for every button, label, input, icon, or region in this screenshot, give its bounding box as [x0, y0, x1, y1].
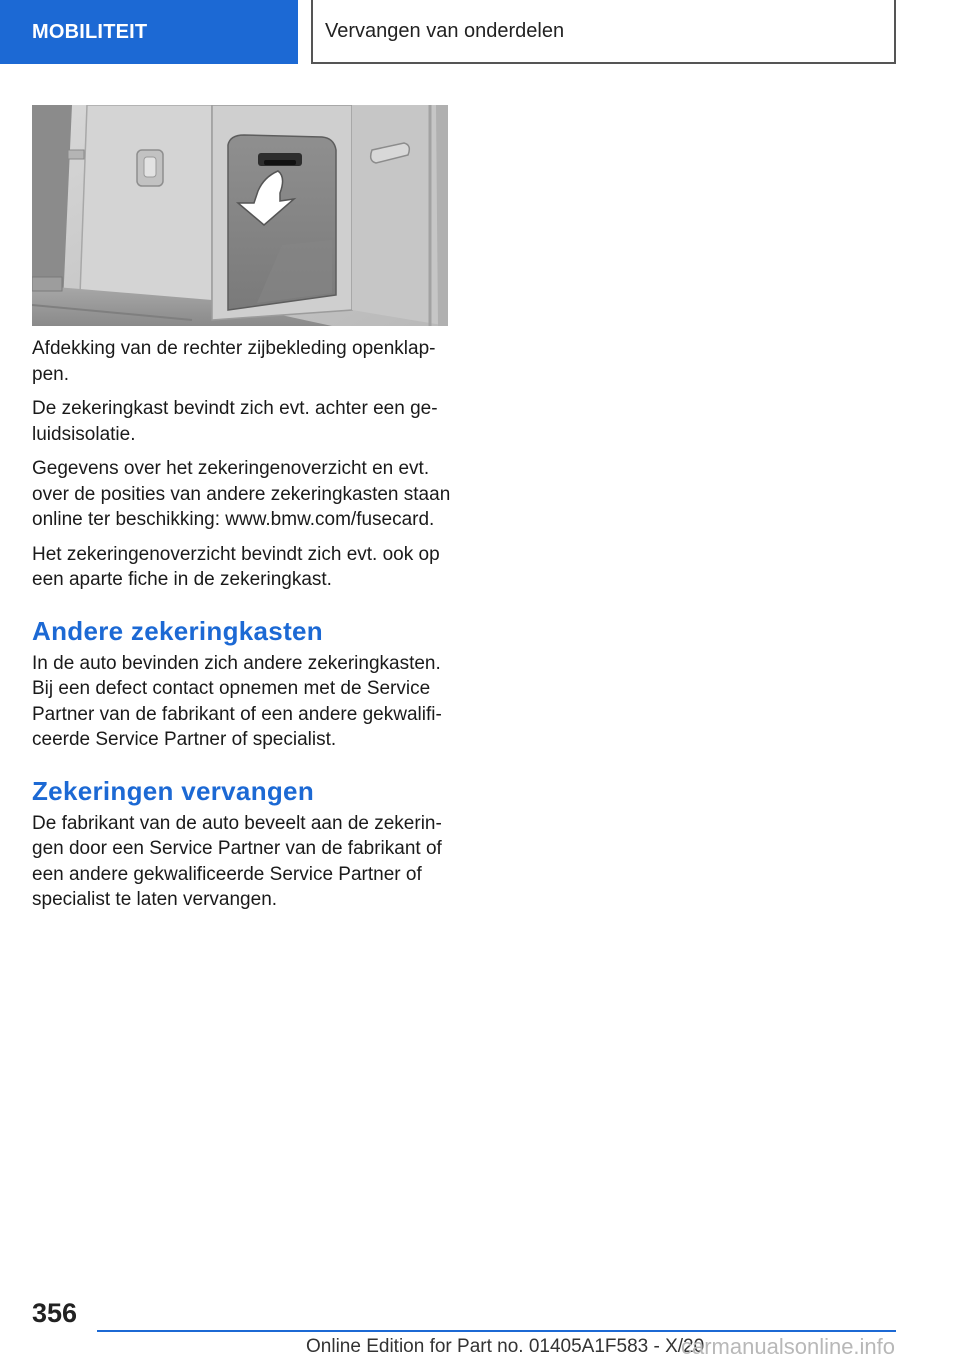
paragraph: De zekeringkast bevindt zich evt. achter een geluidsisolatie.: [32, 398, 438, 445]
heading-other-fuse-boxes: Andere zekeringkasten: [32, 615, 323, 646]
watermark: carmanualsonline.info: [681, 1334, 896, 1359]
main-content: [32, 336, 452, 922]
paragraph: Het zekeringenoverzicht bevindt zich evt. ook op een aparte fiche in de zekeringkast.: [32, 543, 440, 590]
section-header: [311, 0, 896, 64]
paragraph: Afdekking van de rechter zijbekleding openklappen.: [32, 338, 436, 385]
trunk-side-panel-illustration: [32, 105, 448, 326]
paragraph: Gegevens over het zekeringenoverzicht en evt. over de posities van andere zekeringkasten staan online ter beschikking: www.bmw.com/fusecard.: [32, 458, 451, 530]
edition-text: Online Edition for Part no. 01405A1F583 - X/20: [306, 1336, 705, 1357]
heading-replace-fuses: Zekeringen vervangen: [32, 775, 314, 806]
paragraph: De fabrikant van de auto beveelt aan de zekeringen door een Service Partner van de fabrikant of een andere gekwalificeerde Service Partner of specialist te laten vervangen.: [32, 812, 442, 910]
paragraph: In de auto bevinden zich andere zekeringkasten. Bij een defect contact opnemen met de Service Partner van de fabrikant of een andere gekwalificeerde Service Partner of specialist.: [32, 652, 442, 750]
chapter-title: MOBILITEIT: [32, 20, 148, 43]
page-number: 356: [32, 1298, 78, 1328]
section-title: Vervangen van onderdelen: [325, 19, 565, 42]
footer-divider: [97, 1330, 896, 1332]
chapter-tab: [0, 0, 298, 64]
